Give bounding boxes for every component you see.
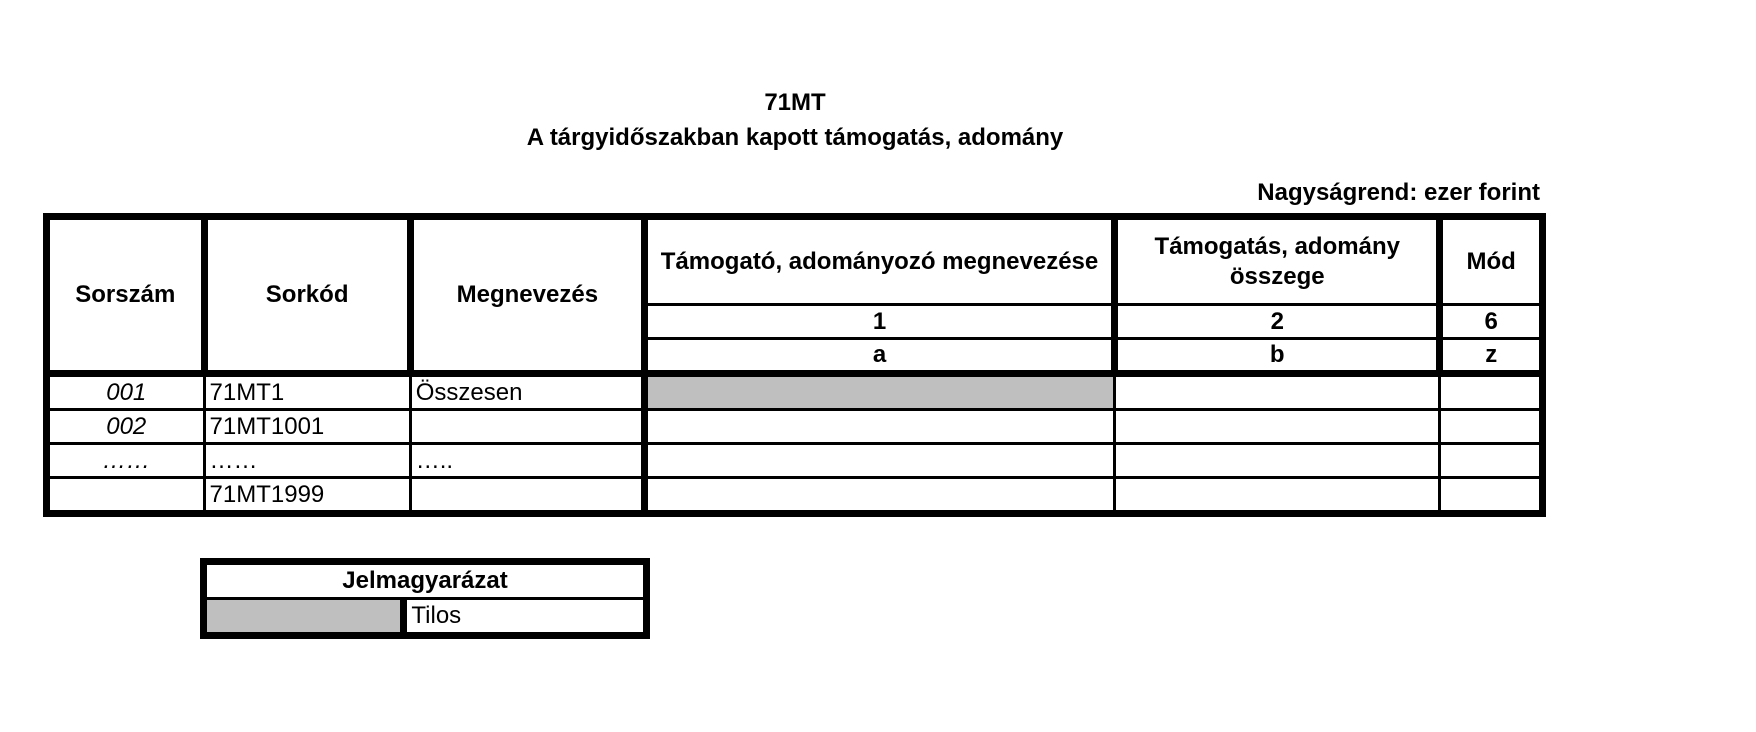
cell-mod[interactable]	[1440, 478, 1543, 514]
colnum-2: 2	[1115, 305, 1440, 339]
row-sorszam: ……	[47, 444, 205, 478]
header-osszeg: Támogatás, adomány összege	[1115, 217, 1440, 305]
cell-tamogato[interactable]	[644, 478, 1114, 514]
colletter-b: b	[1115, 339, 1440, 374]
legend-title: Jelmagyarázat	[204, 562, 647, 599]
table-code: 71MT	[764, 89, 826, 116]
cell-tamogato[interactable]	[644, 410, 1114, 444]
page-title: A tárgyidőszakban kapott támogatás, adomány	[526, 124, 1064, 151]
header-megnevezes: Megnevezés	[410, 217, 644, 374]
cell-osszeg[interactable]	[1115, 374, 1440, 410]
row-megnevezes: …..	[410, 444, 644, 478]
unit-label: Nagyságrend: ezer forint	[1257, 179, 1540, 206]
row-sorkod: ……	[204, 444, 410, 478]
main-table	[43, 213, 1546, 517]
colletter-z: z	[1440, 339, 1543, 374]
cell-osszeg[interactable]	[1115, 410, 1440, 444]
cell-forbidden	[644, 374, 1114, 410]
table-row	[47, 478, 1543, 514]
row-megnevezes	[410, 410, 644, 444]
row-sorkod: 71MT1001	[204, 410, 410, 444]
cell-osszeg[interactable]	[1115, 444, 1440, 478]
cell-mod[interactable]	[1440, 410, 1543, 444]
legend-swatch	[204, 599, 404, 636]
row-megnevezes: Összesen	[410, 374, 644, 410]
cell-mod[interactable]	[1440, 374, 1543, 410]
header-sorkod: Sorkód	[204, 217, 410, 374]
legend-table	[200, 558, 650, 639]
row-sorkod: 71MT1999	[204, 478, 410, 514]
header-tamogato: Támogató, adományozó megnevezése	[644, 217, 1114, 305]
row-sorszam: 001	[47, 374, 205, 410]
cell-osszeg[interactable]	[1115, 478, 1440, 514]
header-sorszam: Sorszám	[47, 217, 205, 374]
row-sorkod: 71MT1	[204, 374, 410, 410]
row-sorszam: 002	[47, 410, 205, 444]
colnum-6: 6	[1440, 305, 1543, 339]
legend-label: Tilos	[404, 599, 647, 636]
header-mod: Mód	[1440, 217, 1543, 305]
cell-mod[interactable]	[1440, 444, 1543, 478]
table-row	[47, 410, 1543, 444]
row-sorszam	[47, 478, 205, 514]
row-megnevezes	[410, 478, 644, 514]
table-row	[47, 374, 1543, 410]
colnum-1: 1	[644, 305, 1114, 339]
cell-tamogato[interactable]	[644, 444, 1114, 478]
table-row	[47, 444, 1543, 478]
colletter-a: a	[644, 339, 1114, 374]
